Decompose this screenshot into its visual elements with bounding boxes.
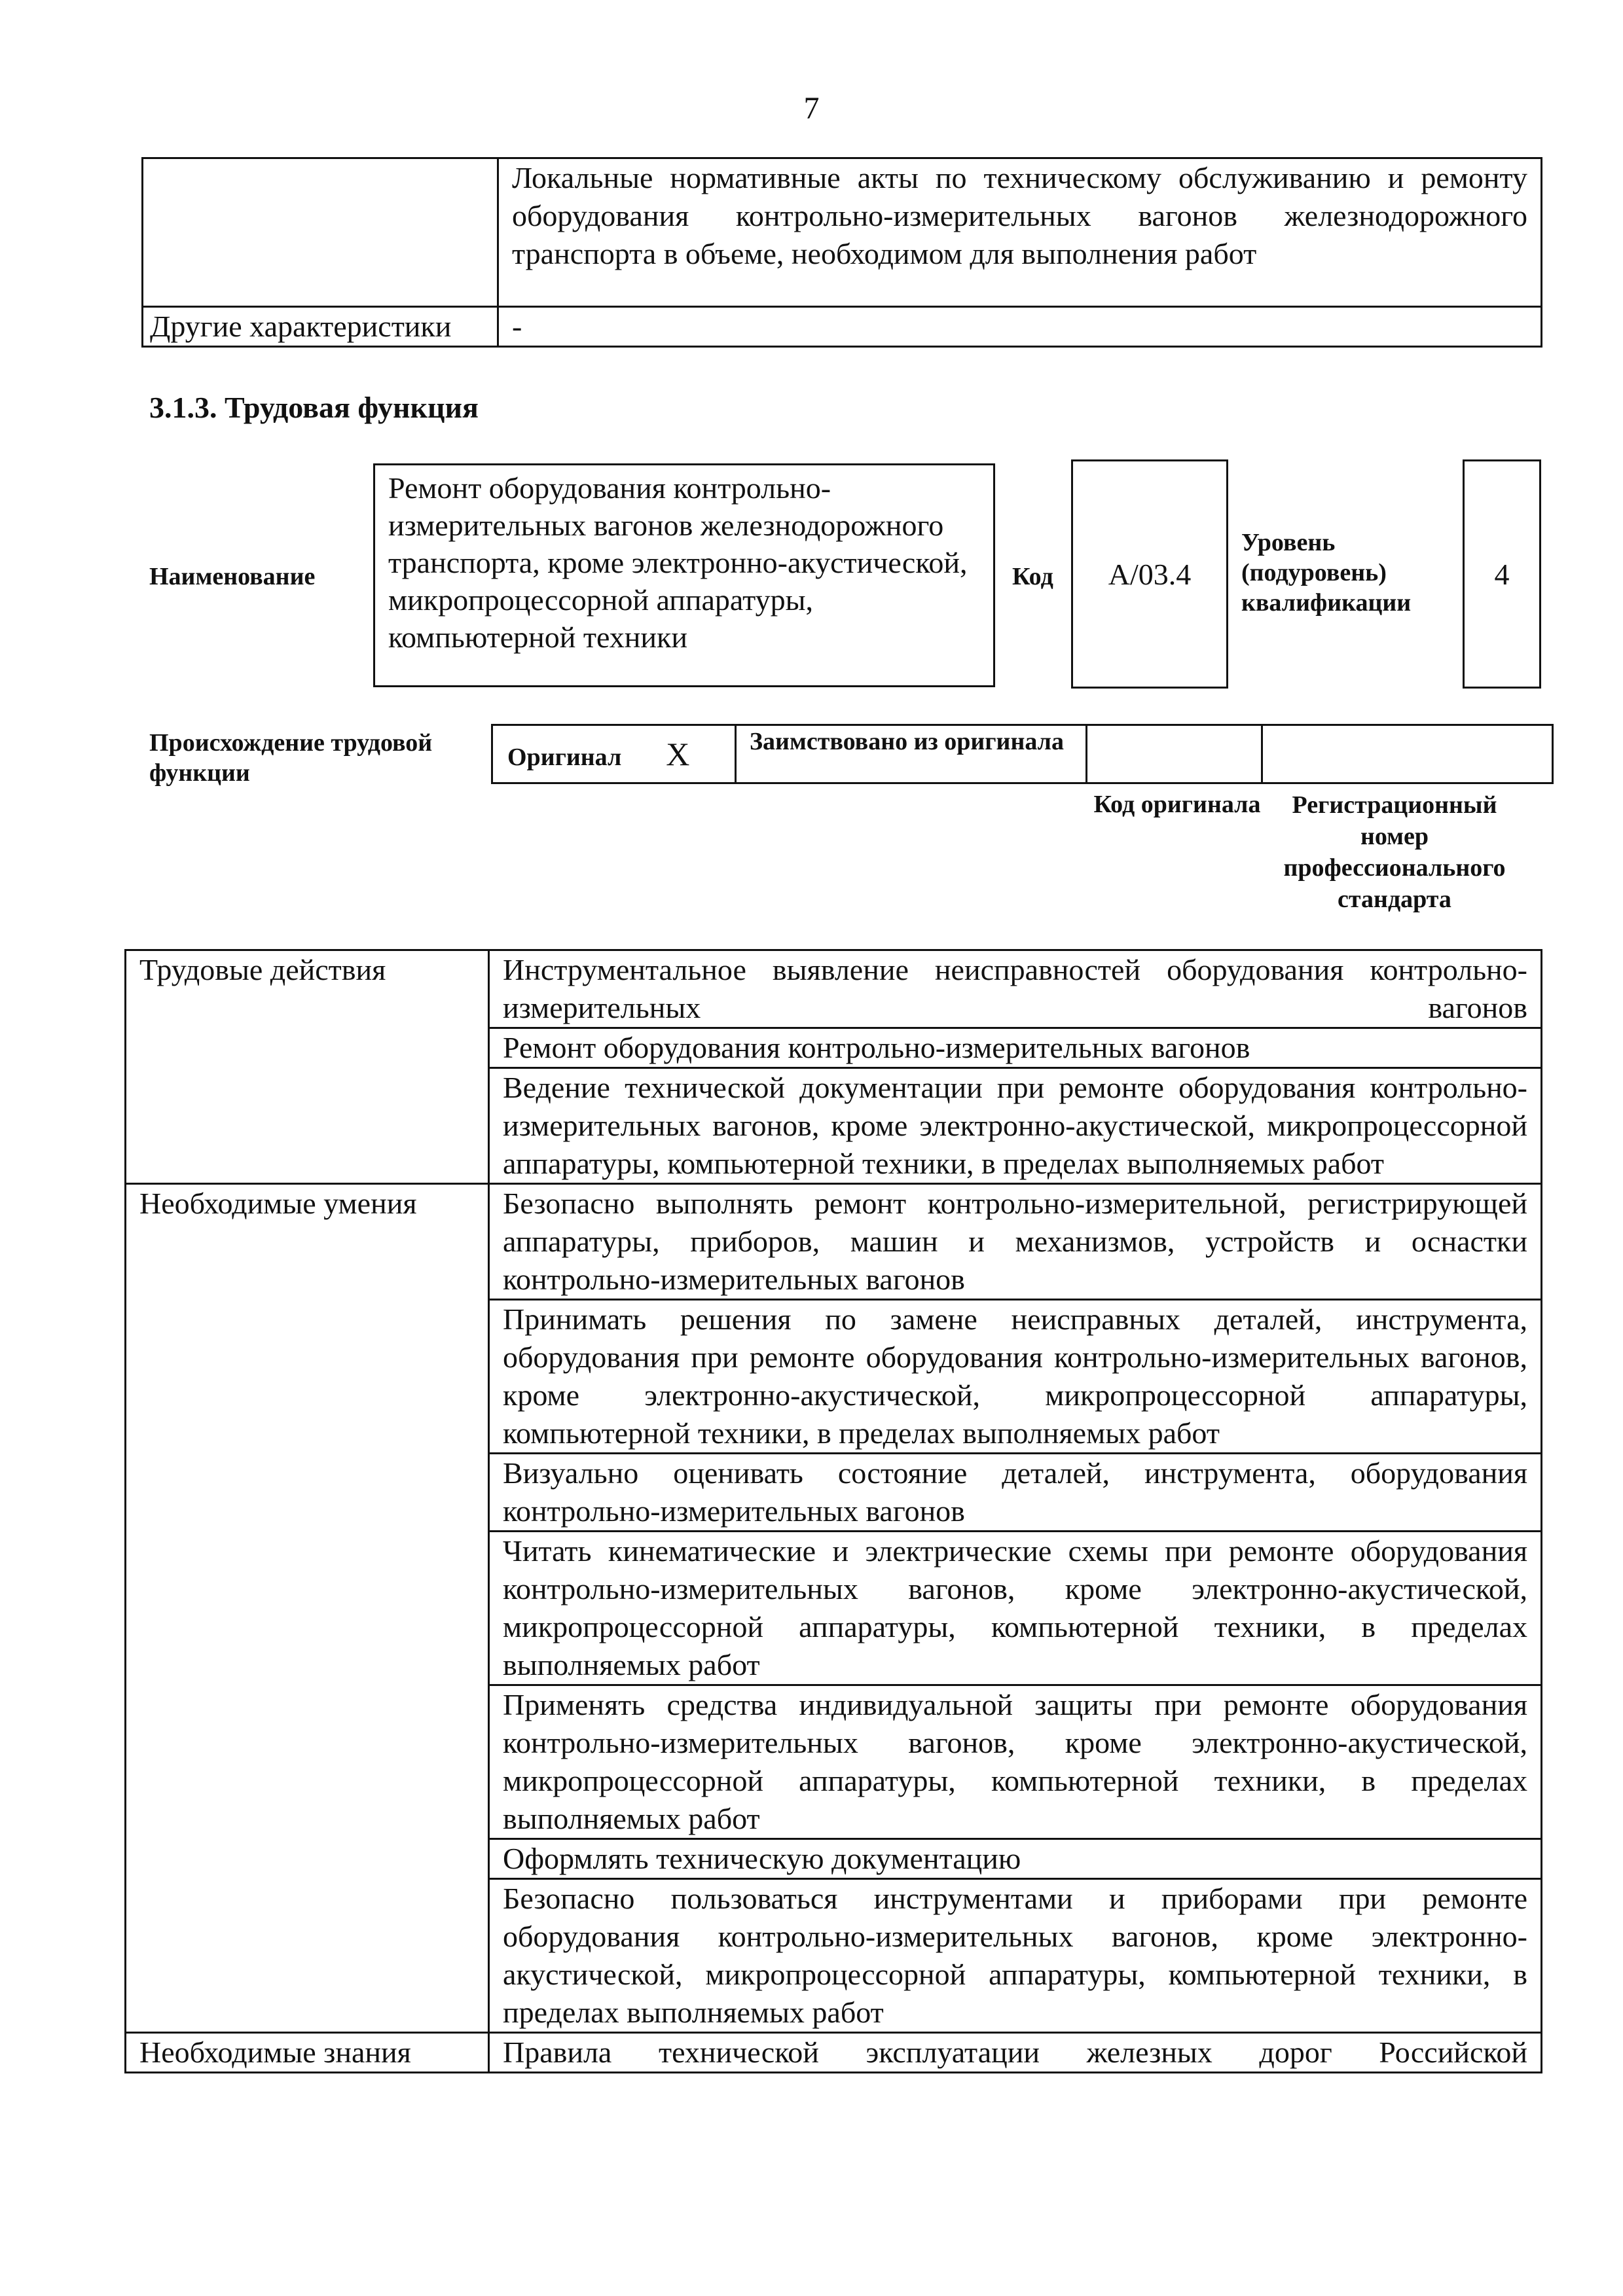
main-table: [124, 949, 1542, 2073]
table-row: [126, 1184, 1542, 1300]
skills-label: Необходимые умения: [126, 1184, 489, 2033]
original-mark: X: [666, 736, 690, 772]
code-label: Код: [1012, 563, 1053, 590]
code-original-cell: [1087, 725, 1262, 783]
skill-item: Безопасно выполнять ремонт контрольно-измерительной, регистрирующей аппаратуры, приборов, машин и механизмов, устройств и оснастки контрольно-измерительных вагонов: [489, 1184, 1542, 1300]
knowledge-label: Необходимые знания: [126, 2033, 489, 2073]
table-row: [143, 307, 1542, 347]
reg-number-caption: Регистрационный номер профессионального стандарта: [1283, 791, 1506, 913]
table-row: [492, 725, 1553, 783]
origin-table: [491, 724, 1554, 784]
function-code-value: А/03.4: [1108, 557, 1192, 591]
action-item: Ведение технической документации при ремонте оборудования контрольно-измерительных вагонов, кроме электронно-акустической, микропроцессорной аппаратуры, компьютерной техники, в пределах выполняемых работ: [489, 1068, 1542, 1184]
skill-item: Оформлять техническую документацию: [489, 1839, 1542, 1879]
skill-item: Читать кинематические и электрические схемы при ремонте оборудования контрольно-измерительных вагонов, кроме электронно-акустической, микропроцессорной аппаратуры, компьютерной техники, в пределах выполняемых работ: [489, 1532, 1542, 1685]
table-row: [126, 2033, 1542, 2073]
origin-label: Происхождение трудовой функции: [149, 729, 433, 787]
original-label: Оригинал: [507, 744, 622, 771]
skill-item: Безопасно пользоваться инструментами и приборами при ремонте оборудования контрольно-измерительных вагонов, кроме электронно-акустической, микропроцессорной аппаратуры, компьютерной техники, в пределах выполняемых работ: [489, 1879, 1542, 2033]
action-item: Инструментальное выявление неисправностей оборудования контрольно-измерительных вагонов: [489, 950, 1542, 1028]
borrowed-label: Заимствовано из оригинала: [736, 725, 1087, 783]
function-code-box: [1071, 459, 1228, 689]
skill-item: Визуально оценивать состояние деталей, инструмента, оборудования контрольно-измерительных вагонов: [489, 1454, 1542, 1532]
knowledge-item: Правила технической эксплуатации железных дорог Российской: [489, 2033, 1542, 2073]
other-characteristics-value: -: [498, 307, 1542, 347]
function-level-box: [1463, 459, 1541, 689]
code-original-caption: Код оригинала: [1093, 791, 1261, 818]
level-label: Уровень (подуровень) квалификации: [1241, 529, 1412, 617]
empty-cell: [143, 158, 498, 307]
function-name-box: Ремонт оборудования контрольно-измерительных вагонов железнодорожного транспорта, кроме электронно-акустической, микропроцессорной аппаратуры, компьютерной техники: [373, 463, 995, 687]
section-title: 3.1.3. Трудовая функция: [149, 391, 479, 424]
other-characteristics-label: Другие характеристики: [143, 307, 498, 347]
name-label: Наименование: [149, 563, 316, 590]
table-row: [143, 158, 1542, 307]
continuation-text: Локальные нормативные акты по техническому обслуживанию и ремонту оборудования контрольно-измерительных вагонов железнодорожного транспорта в объеме, необходимом для выполнения работ: [498, 158, 1542, 307]
skill-item: Принимать решения по замене неисправных деталей, инструмента, оборудования при ремонте оборудования контрольно-измерительных вагонов, кроме электронно-акустической, микропроцессорной аппаратуры, компьютерной техники, в пределах выполняемых работ: [489, 1300, 1542, 1454]
actions-label: Трудовые действия: [126, 950, 489, 1184]
table-row: [126, 950, 1542, 1028]
top-table: [141, 157, 1542, 348]
page-number: 7: [803, 91, 820, 126]
action-item: Ремонт оборудования контрольно-измерительных вагонов: [489, 1028, 1542, 1068]
function-level-value: 4: [1494, 557, 1510, 591]
skill-item: Применять средства индивидуальной защиты при ремонте оборудования контрольно-измерительных вагонов, кроме электронно-акустической, микропроцессорной аппаратуры, компьютерной техники, в пределах выполняемых работ: [489, 1685, 1542, 1839]
reg-number-cell: [1262, 725, 1553, 783]
original-cell: [492, 725, 736, 783]
